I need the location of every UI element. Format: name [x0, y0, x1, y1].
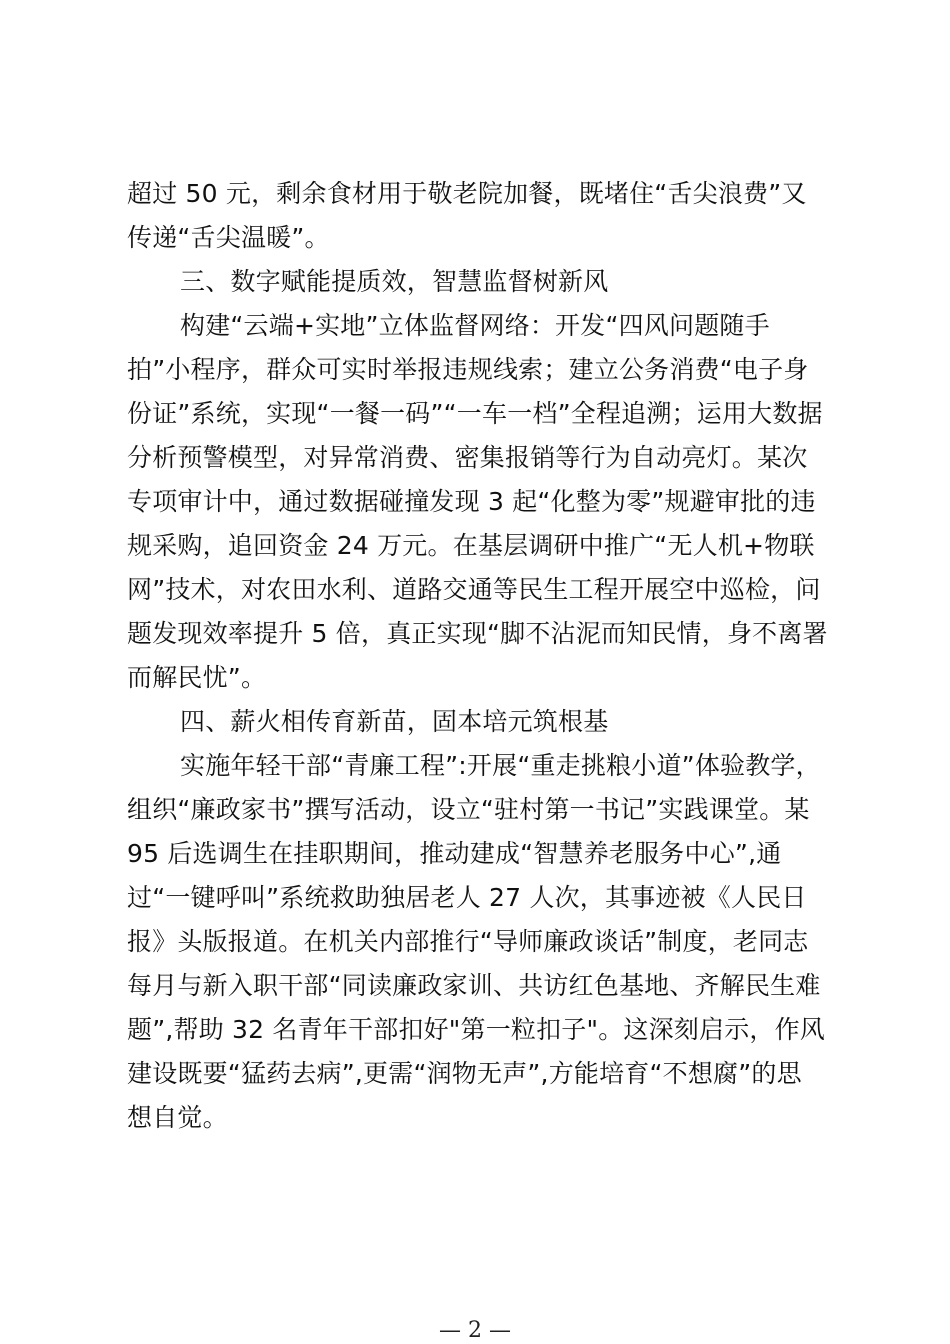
paragraph-line: 分析预警模型，对异常消费、密集报销等行为自动亮灯。某次: [127, 443, 808, 472]
section-heading-3: 三、数字赋能提质效，智慧监督树新风: [180, 267, 609, 296]
paragraph-line: 报》头版报道。在机关内部推行“导师廉政谈话”制度，老同志: [127, 927, 809, 956]
paragraph-line: 实施年轻干部“青廉工程”:开展“重走挑粮小道”体验教学，: [180, 751, 821, 780]
paragraph-line: 构建“云端+实地”立体监督网络：开发“四风问题随手: [180, 311, 770, 340]
paragraph-line: 题”,帮助 32 名青年干部扣好"第一粒扣子"。这深刻启示，作风: [127, 1015, 826, 1044]
paragraph-line: 每月与新入职干部“同读廉政家训、共访红色基地、齐解民生难: [127, 971, 821, 1000]
paragraph-line: 建设既要“猛药去病”,更需“润物无声”,方能培育“不想腐”的思: [127, 1059, 802, 1088]
section-heading-4: 四、薪火相传育新苗，固本培元筑根基: [180, 707, 609, 736]
paragraph-line: 专项审计中，通过数据碰撞发现 3 起“化整为零”规避审批的违: [127, 487, 816, 516]
paragraph-line: 份证”系统，实现“一餐一码”“一车一档”全程追溯；运用大数据: [127, 399, 823, 428]
paragraph-line: 过“一键呼叫”系统救助独居老人 27 人次，其事迹被《人民日: [127, 883, 807, 912]
paragraph-line: 组织“廉政家书”撰写活动，设立“驻村第一书记”实践课堂。某: [127, 795, 810, 824]
paragraph-line: 网”技术，对农田水利、道路交通等民生工程开展空中巡检，问: [127, 575, 821, 604]
paragraph-line: 传递“舌尖温暖”。: [127, 223, 330, 252]
paragraph-line: 拍”小程序，群众可实时举报违规线索；建立公务消费“电子身: [127, 355, 809, 384]
page-number: — 2 —: [439, 1318, 511, 1343]
paragraph-line: 而解民忧”。: [127, 663, 267, 692]
paragraph-line: 想自觉。: [127, 1103, 228, 1132]
paragraph-line: 题发现效率提升 5 倍，真正实现“脚不沾泥而知民情，身不离署: [127, 619, 828, 648]
paragraph-line: 超过 50 元，剩余食材用于敬老院加餐，既堵住“舌尖浪费”又: [127, 179, 807, 208]
paragraph-line: 规采购，追回资金 24 万元。在基层调研中推广“无人机+物联: [127, 531, 815, 560]
paragraph-line: 95 后选调生在挂职期间，推动建成“智慧养老服务中心”,通: [127, 839, 782, 868]
